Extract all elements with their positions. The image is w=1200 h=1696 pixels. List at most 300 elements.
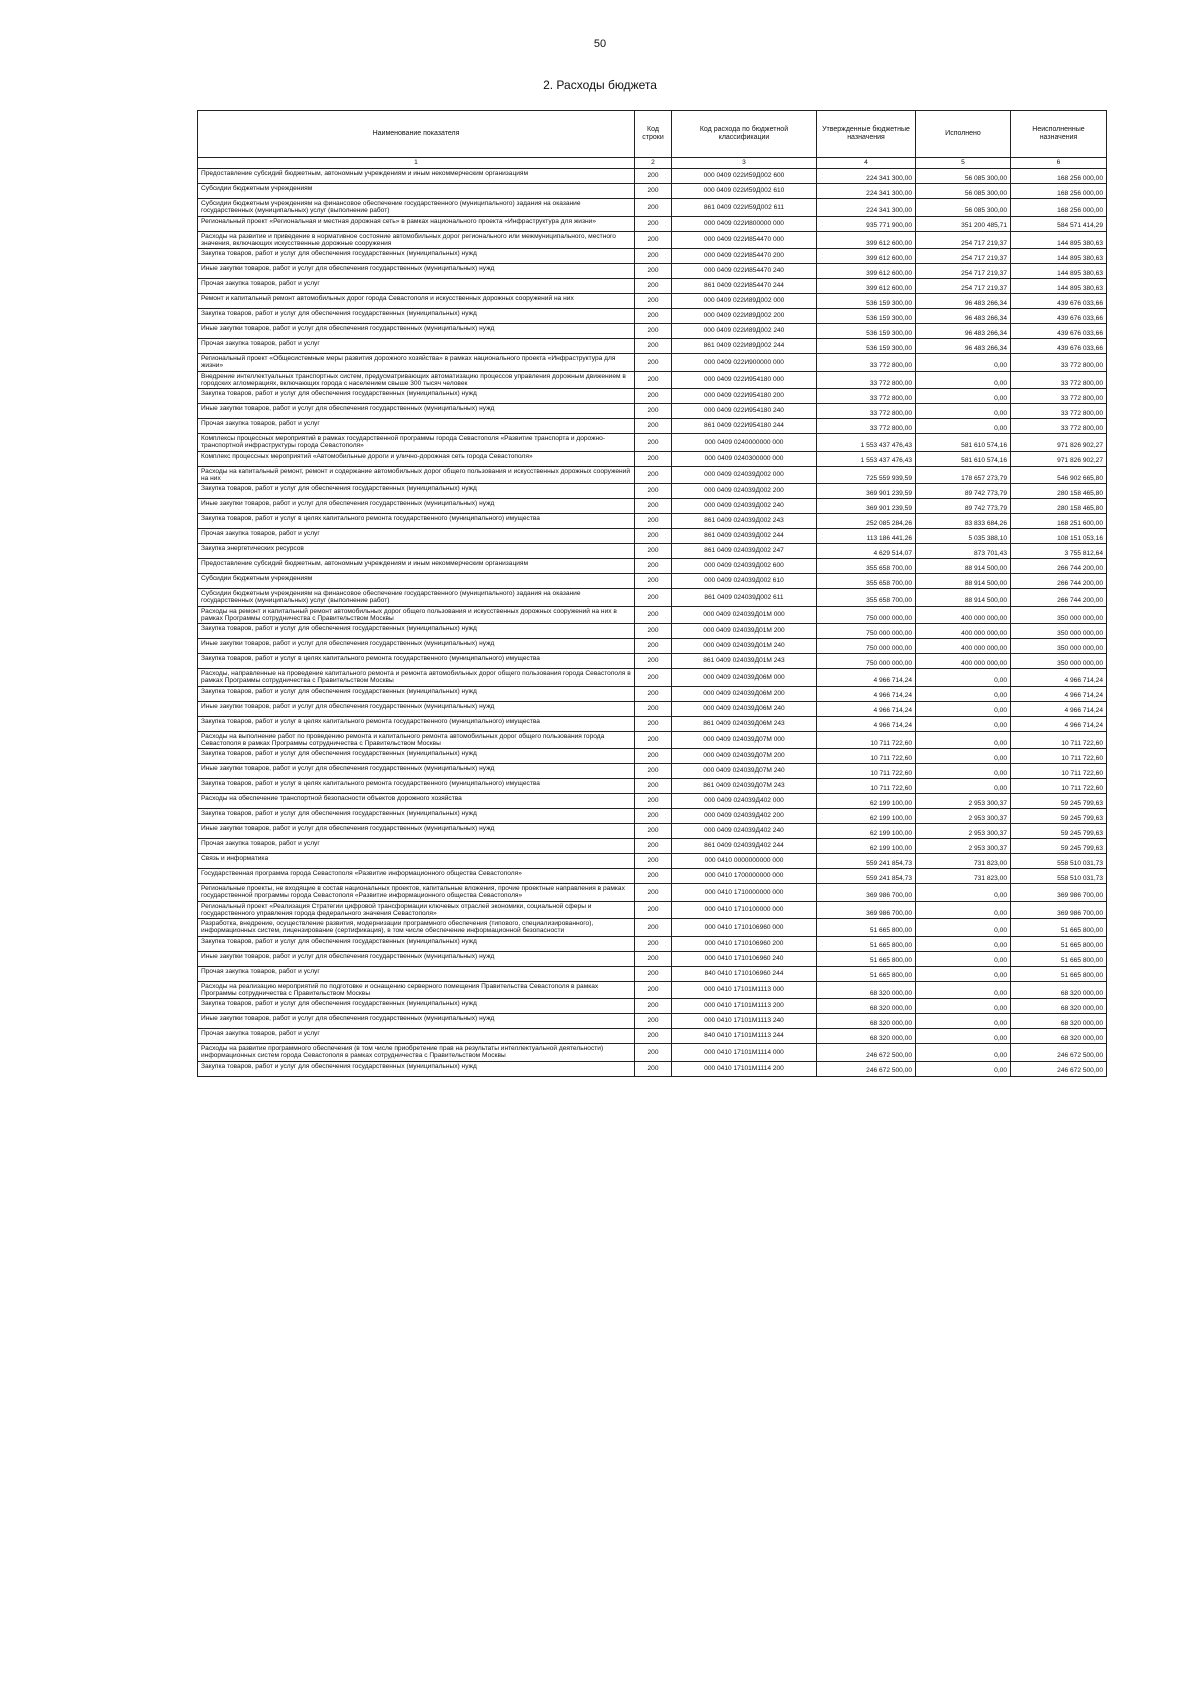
row-expense-code: 000 0410 17101М1113 000 [672,981,817,999]
table-row [198,1014,1107,1029]
row-name: Региональные проекты, не входящие в состав национальных проектов, капитальные вложения, прочие проектные направления в рамках государственной программы города Севастополя «Развитие информационного общества Севастополя» [198,884,635,902]
row-line-code: 200 [635,389,672,404]
row-name: Иные закупки товаров, работ и услуг для обеспечения государственных (муниципальных) нужд [198,639,635,654]
row-name: Закупка товаров, работ и услуг в целях капитального ремонта государственного (муниципального) имущества [198,716,635,731]
row-expense-code: 000 0409 024039Д002 200 [672,484,817,499]
table-row [198,749,1107,764]
row-executed-amount: 56 085 300,00 [916,184,1011,199]
row-unexecuted-amount: 68 320 000,00 [1011,981,1107,999]
row-approved-amount: 10 711 722,60 [817,731,916,749]
row-name: Государственная программа города Севастополя «Развитие информационного общества Севастополя» [198,869,635,884]
row-name: Закупка товаров, работ и услуг для обеспечения государственных (муниципальных) нужд [198,624,635,639]
row-executed-amount: 731 823,00 [916,869,1011,884]
row-approved-amount: 62 199 100,00 [817,794,916,809]
row-approved-amount: 33 772 800,00 [817,404,916,419]
row-expense-code: 000 0409 022И89Д002 200 [672,309,817,324]
row-unexecuted-amount: 971 826 902,27 [1011,451,1107,466]
table-row [198,936,1107,951]
row-line-code: 200 [635,354,672,372]
row-executed-amount: 88 914 500,00 [916,574,1011,589]
row-executed-amount: 0,00 [916,419,1011,434]
row-unexecuted-amount: 59 245 799,63 [1011,809,1107,824]
table-row [198,184,1107,199]
row-name: Внедрение интеллектуальных транспортных систем, предусматривающих автоматизацию процессов управления дорожным движением в городских агломерациях, включающих города с населением свыше 300 тысяч человек [198,371,635,389]
row-unexecuted-amount: 350 000 000,00 [1011,606,1107,624]
row-expense-code: 000 0409 022И954180 200 [672,389,817,404]
row-expense-code: 000 0410 0000000000 000 [672,854,817,869]
row-expense-code: 000 0409 024039Д002 600 [672,559,817,574]
header-approved: Утвержденные бюджетные назначения [817,111,916,158]
table-row [198,264,1107,279]
row-unexecuted-amount: 10 711 722,60 [1011,749,1107,764]
row-name: Закупка товаров, работ и услуг для обеспечения государственных (муниципальных) нужд [198,389,635,404]
row-executed-amount: 0,00 [916,1014,1011,1029]
row-approved-amount: 355 658 700,00 [817,559,916,574]
row-unexecuted-amount: 33 772 800,00 [1011,389,1107,404]
table-row [198,701,1107,716]
row-unexecuted-amount: 33 772 800,00 [1011,404,1107,419]
row-name: Закупка товаров, работ и услуг для обеспечения государственных (муниципальных) нужд [198,249,635,264]
row-name: Закупка энергетических ресурсов [198,544,635,559]
row-executed-amount: 56 085 300,00 [916,169,1011,184]
row-line-code: 200 [635,514,672,529]
row-line-code: 200 [635,371,672,389]
row-unexecuted-amount: 10 711 722,60 [1011,764,1107,779]
row-expense-code: 000 0410 1710106960 240 [672,951,817,966]
row-executed-amount: 83 833 684,26 [916,514,1011,529]
row-executed-amount: 89 742 773,79 [916,499,1011,514]
row-unexecuted-amount: 33 772 800,00 [1011,371,1107,389]
row-expense-code: 861 0409 024039Д002 244 [672,529,817,544]
row-expense-code: 000 0409 024039Д07М 240 [672,764,817,779]
row-line-code: 200 [635,854,672,869]
row-line-code: 200 [635,654,672,669]
row-executed-amount: 0,00 [916,901,1011,919]
row-unexecuted-amount: 10 711 722,60 [1011,779,1107,794]
row-unexecuted-amount: 168 256 000,00 [1011,184,1107,199]
row-name: Иные закупки товаров, работ и услуг для обеспечения государственных (муниципальных) нужд [198,824,635,839]
row-line-code: 200 [635,309,672,324]
row-executed-amount: 0,00 [916,779,1011,794]
table-row [198,779,1107,794]
table-body [198,169,1107,1077]
row-executed-amount: 400 000 000,00 [916,606,1011,624]
row-unexecuted-amount: 246 672 500,00 [1011,1061,1107,1076]
table-header-row [198,111,1107,158]
row-approved-amount: 68 320 000,00 [817,1014,916,1029]
row-line-code: 200 [635,559,672,574]
table-row [198,574,1107,589]
row-executed-amount: 254 717 219,37 [916,231,1011,249]
row-unexecuted-amount: 246 672 500,00 [1011,1044,1107,1062]
row-line-code: 200 [635,404,672,419]
row-unexecuted-amount: 558 510 031,73 [1011,854,1107,869]
row-approved-amount: 399 612 600,00 [817,231,916,249]
row-unexecuted-amount: 51 665 800,00 [1011,936,1107,951]
row-approved-amount: 51 665 800,00 [817,966,916,981]
table-row [198,279,1107,294]
table-row [198,624,1107,639]
row-unexecuted-amount: 68 320 000,00 [1011,1029,1107,1044]
row-name: Прочая закупка товаров, работ и услуг [198,419,635,434]
row-approved-amount: 536 159 300,00 [817,309,916,324]
row-executed-amount: 0,00 [916,1044,1011,1062]
row-approved-amount: 536 159 300,00 [817,294,916,309]
row-executed-amount: 178 657 273,79 [916,466,1011,484]
row-executed-amount: 0,00 [916,764,1011,779]
row-unexecuted-amount: 144 895 380,63 [1011,231,1107,249]
table-row [198,559,1107,574]
row-line-code: 200 [635,484,672,499]
row-executed-amount: 0,00 [916,404,1011,419]
row-approved-amount: 62 199 100,00 [817,824,916,839]
row-approved-amount: 51 665 800,00 [817,951,916,966]
table-row [198,354,1107,372]
row-expense-code: 861 0409 022И854470 244 [672,279,817,294]
row-unexecuted-amount: 59 245 799,63 [1011,794,1107,809]
row-approved-amount: 4 966 714,24 [817,701,916,716]
row-expense-code: 000 0409 024039Д002 240 [672,499,817,514]
row-name: Субсидии бюджетным учреждениям на финансовое обеспечение государственного (муниципального) задания на оказание государственных (муниципальных) услуг (выполнение работ) [198,589,635,607]
table-row [198,869,1107,884]
row-executed-amount: 0,00 [916,669,1011,687]
row-unexecuted-amount: 266 744 200,00 [1011,559,1107,574]
row-name: Иные закупки товаров, работ и услуг для обеспечения государственных (муниципальных) нужд [198,324,635,339]
row-unexecuted-amount: 266 744 200,00 [1011,589,1107,607]
row-line-code: 200 [635,901,672,919]
row-unexecuted-amount: 108 151 053,16 [1011,529,1107,544]
row-expense-code: 000 0409 022И900000 000 [672,354,817,372]
row-approved-amount: 4 966 714,24 [817,669,916,687]
row-line-code: 200 [635,294,672,309]
row-line-code: 200 [635,809,672,824]
row-line-code: 200 [635,669,672,687]
table-row [198,514,1107,529]
row-approved-amount: 750 000 000,00 [817,639,916,654]
table-row [198,451,1107,466]
row-line-code: 200 [635,216,672,231]
row-name: Расходы на развитие и приведение в нормативное состояние автомобильных дорог регионального или межмуниципального, местного значения, включающих искусственные дорожные сооружения [198,231,635,249]
row-approved-amount: 369 986 700,00 [817,901,916,919]
row-approved-amount: 355 658 700,00 [817,574,916,589]
row-approved-amount: 51 665 800,00 [817,936,916,951]
row-unexecuted-amount: 10 711 722,60 [1011,731,1107,749]
row-executed-amount: 88 914 500,00 [916,589,1011,607]
row-line-code: 200 [635,451,672,466]
row-line-code: 200 [635,716,672,731]
row-expense-code: 000 0409 024039Д002 000 [672,466,817,484]
row-approved-amount: 33 772 800,00 [817,354,916,372]
row-unexecuted-amount: 51 665 800,00 [1011,919,1107,937]
row-unexecuted-amount: 144 895 380,63 [1011,279,1107,294]
row-approved-amount: 536 159 300,00 [817,324,916,339]
row-executed-amount: 2 953 300,37 [916,824,1011,839]
row-name: Расходы на ремонт и капитальный ремонт автомобильных дорог общего пользования и искусственных дорожных сооружений на них в рамках Программы сотрудничества с Правительством Москвы [198,606,635,624]
row-line-code: 200 [635,981,672,999]
table-row [198,809,1107,824]
row-unexecuted-amount: 33 772 800,00 [1011,354,1107,372]
row-line-code: 200 [635,589,672,607]
row-line-code: 200 [635,466,672,484]
table-row [198,824,1107,839]
row-expense-code: 861 0409 022И954180 244 [672,419,817,434]
row-executed-amount: 0,00 [916,749,1011,764]
row-expense-code: 861 0409 022И59Д002 611 [672,199,817,217]
row-executed-amount: 731 823,00 [916,854,1011,869]
table-row [198,731,1107,749]
row-approved-amount: 725 559 939,59 [817,466,916,484]
row-executed-amount: 89 742 773,79 [916,484,1011,499]
row-unexecuted-amount: 439 676 033,66 [1011,324,1107,339]
row-line-code: 200 [635,264,672,279]
row-name: Предоставление субсидий бюджетным, автономным учреждениям и иным некоммерческим организациям [198,559,635,574]
table-row [198,854,1107,869]
row-executed-amount: 96 483 266,34 [916,294,1011,309]
row-executed-amount: 0,00 [916,716,1011,731]
row-unexecuted-amount: 439 676 033,66 [1011,339,1107,354]
row-approved-amount: 10 711 722,60 [817,764,916,779]
table-row [198,686,1107,701]
row-expense-code: 000 0409 022И954180 240 [672,404,817,419]
row-approved-amount: 750 000 000,00 [817,606,916,624]
row-line-code: 200 [635,249,672,264]
row-unexecuted-amount: 971 826 902,27 [1011,434,1107,452]
row-unexecuted-amount: 3 755 812,64 [1011,544,1107,559]
row-name: Закупка товаров, работ и услуг в целях капитального ремонта государственного (муниципального) имущества [198,514,635,529]
table-row [198,966,1107,981]
row-approved-amount: 355 658 700,00 [817,589,916,607]
table-row [198,169,1107,184]
row-unexecuted-amount: 369 986 700,00 [1011,884,1107,902]
row-line-code: 200 [635,419,672,434]
row-expense-code: 000 0410 1710000000 000 [672,884,817,902]
row-line-code: 200 [635,199,672,217]
row-name: Субсидии бюджетным учреждениям [198,574,635,589]
row-approved-amount: 399 612 600,00 [817,279,916,294]
row-line-code: 200 [635,824,672,839]
row-expense-code: 000 0409 022И800000 000 [672,216,817,231]
row-executed-amount: 0,00 [916,981,1011,999]
row-name: Иные закупки товаров, работ и услуг для обеспечения государственных (муниципальных) нужд [198,764,635,779]
row-expense-code: 861 0409 024039Д002 243 [672,514,817,529]
row-name: Закупка товаров, работ и услуг для обеспечения государственных (муниципальных) нужд [198,809,635,824]
row-name: Предоставление субсидий бюджетным, автономным учреждениям и иным некоммерческим организациям [198,169,635,184]
row-approved-amount: 252 085 284,26 [817,514,916,529]
row-line-code: 200 [635,749,672,764]
row-approved-amount: 935 771 900,00 [817,216,916,231]
table-row [198,419,1107,434]
row-approved-amount: 369 901 239,59 [817,484,916,499]
row-expense-code: 000 0409 024039Д06М 240 [672,701,817,716]
page-title: 2. Расходы бюджета [543,78,657,92]
row-line-code: 200 [635,869,672,884]
row-unexecuted-amount: 168 256 000,00 [1011,169,1107,184]
table-row [198,606,1107,624]
row-expense-code: 861 0409 022И89Д002 244 [672,339,817,354]
table-row [198,654,1107,669]
row-unexecuted-amount: 68 320 000,00 [1011,999,1107,1014]
row-expense-code: 840 0410 17101М1113 244 [672,1029,817,1044]
row-unexecuted-amount: 59 245 799,63 [1011,839,1107,854]
row-expense-code: 000 0409 024039Д01М 000 [672,606,817,624]
row-line-code: 200 [635,919,672,937]
row-executed-amount: 0,00 [916,731,1011,749]
row-line-code: 200 [635,339,672,354]
row-unexecuted-amount: 4 966 714,24 [1011,716,1107,731]
row-line-code: 200 [635,999,672,1014]
row-line-code: 200 [635,884,672,902]
row-expense-code: 861 0409 024039Д402 244 [672,839,817,854]
row-name: Иные закупки товаров, работ и услуг для обеспечения государственных (муниципальных) нужд [198,951,635,966]
row-approved-amount: 224 341 300,00 [817,184,916,199]
row-executed-amount: 0,00 [916,389,1011,404]
row-approved-amount: 750 000 000,00 [817,624,916,639]
row-name: Иные закупки товаров, работ и услуг для обеспечения государственных (муниципальных) нужд [198,499,635,514]
row-executed-amount: 0,00 [916,686,1011,701]
row-name: Иные закупки товаров, работ и услуг для обеспечения государственных (муниципальных) нужд [198,701,635,716]
row-expense-code: 000 0409 022И854470 200 [672,249,817,264]
row-name: Прочая закупка товаров, работ и услуг [198,279,635,294]
row-line-code: 200 [635,764,672,779]
row-name: Прочая закупка товаров, работ и услуг [198,339,635,354]
row-unexecuted-amount: 558 510 031,73 [1011,869,1107,884]
row-expense-code: 861 0409 024039Д002 611 [672,589,817,607]
row-unexecuted-amount: 350 000 000,00 [1011,639,1107,654]
row-line-code: 200 [635,1061,672,1076]
row-expense-code: 000 0409 022И59Д002 600 [672,169,817,184]
row-expense-code: 000 0409 022И954180 000 [672,371,817,389]
row-name: Закупка товаров, работ и услуг для обеспечения государственных (муниципальных) нужд [198,686,635,701]
row-executed-amount: 254 717 219,37 [916,264,1011,279]
table-row [198,309,1107,324]
row-executed-amount: 0,00 [916,371,1011,389]
row-unexecuted-amount: 168 251 600,00 [1011,514,1107,529]
row-unexecuted-amount: 68 320 000,00 [1011,1014,1107,1029]
row-line-code: 200 [635,1029,672,1044]
row-expense-code: 000 0409 024039Д402 240 [672,824,817,839]
row-name: Комплексы процессных мероприятий в рамках государственной программы города Севастополя «Развитие транспорта и дорожно-транспортной инфраструктуры города Севастополя» [198,434,635,452]
row-line-code: 200 [635,606,672,624]
row-name: Закупка товаров, работ и услуг для обеспечения государственных (муниципальных) нужд [198,936,635,951]
row-expense-code: 000 0409 024039Д06М 000 [672,669,817,687]
row-approved-amount: 369 986 700,00 [817,884,916,902]
table-row [198,1029,1107,1044]
row-expense-code: 000 0409 024039Д01М 200 [672,624,817,639]
row-line-code: 200 [635,701,672,716]
row-executed-amount: 5 035 388,10 [916,529,1011,544]
row-line-code: 200 [635,624,672,639]
row-expense-code: 000 0409 022И59Д002 610 [672,184,817,199]
row-expense-code: 000 0409 022И89Д002 000 [672,294,817,309]
table-row [198,669,1107,687]
row-name: Региональный проект «Общесистемные меры развития дорожного хозяйства» в рамках национального проекта «Инфраструктура для жизни» [198,354,635,372]
row-line-code: 200 [635,731,672,749]
row-line-code: 200 [635,779,672,794]
table-row [198,231,1107,249]
row-expense-code: 000 0410 17101М1113 200 [672,999,817,1014]
table-row [198,901,1107,919]
row-approved-amount: 536 159 300,00 [817,339,916,354]
row-approved-amount: 113 186 441,26 [817,529,916,544]
table-row [198,839,1107,854]
row-expense-code: 000 0410 1700000000 000 [672,869,817,884]
table-row [198,499,1107,514]
table-row [198,199,1107,217]
row-line-code: 200 [635,544,672,559]
row-line-code: 200 [635,324,672,339]
row-approved-amount: 4 966 714,24 [817,686,916,701]
row-executed-amount: 0,00 [916,966,1011,981]
row-line-code: 200 [635,434,672,452]
row-approved-amount: 1 553 437 476,43 [817,434,916,452]
row-line-code: 200 [635,951,672,966]
row-name: Закупка товаров, работ и услуг для обеспечения государственных (муниципальных) нужд [198,1061,635,1076]
header-executed: Исполнено [916,111,1011,158]
table-row [198,794,1107,809]
table-row [198,294,1107,309]
row-executed-amount: 0,00 [916,951,1011,966]
row-expense-code: 000 0410 17101М1113 240 [672,1014,817,1029]
row-approved-amount: 68 320 000,00 [817,999,916,1014]
row-line-code: 200 [635,1014,672,1029]
row-approved-amount: 62 199 100,00 [817,809,916,824]
row-approved-amount: 62 199 100,00 [817,839,916,854]
row-line-code: 200 [635,794,672,809]
table-row [198,981,1107,999]
row-name: Иные закупки товаров, работ и услуг для обеспечения государственных (муниципальных) нужд [198,1014,635,1029]
table-row [198,466,1107,484]
table-row [198,434,1107,452]
row-executed-amount: 581 610 574,16 [916,434,1011,452]
column-number: 4 [817,158,916,169]
row-expense-code: 000 0409 024039Д07М 000 [672,731,817,749]
row-executed-amount: 873 701,43 [916,544,1011,559]
row-unexecuted-amount: 4 966 714,24 [1011,669,1107,687]
row-name: Прочая закупка товаров, работ и услуг [198,529,635,544]
table-row [198,544,1107,559]
row-executed-amount: 96 483 266,34 [916,309,1011,324]
row-approved-amount: 33 772 800,00 [817,371,916,389]
row-executed-amount: 0,00 [916,701,1011,716]
header-unexecuted: Неисполненные назначения [1011,111,1107,158]
row-approved-amount: 10 711 722,60 [817,749,916,764]
row-line-code: 200 [635,574,672,589]
column-number: 5 [916,158,1011,169]
table-row [198,529,1107,544]
column-number-row [198,158,1107,169]
row-executed-amount: 400 000 000,00 [916,639,1011,654]
row-executed-amount: 0,00 [916,936,1011,951]
row-expense-code: 000 0409 024039Д002 610 [672,574,817,589]
row-approved-amount: 4 966 714,24 [817,716,916,731]
column-number: 6 [1011,158,1107,169]
row-name: Субсидии бюджетным учреждениям на финансовое обеспечение государственного (муниципального) задания на оказание государственных (муниципальных) услуг (выполнение работ) [198,199,635,217]
row-executed-amount: 254 717 219,37 [916,249,1011,264]
row-executed-amount: 96 483 266,34 [916,324,1011,339]
table-row [198,1044,1107,1062]
row-expense-code: 861 0409 024039Д06М 243 [672,716,817,731]
row-line-code: 200 [635,529,672,544]
table-row [198,884,1107,902]
table-row [198,919,1107,937]
row-expense-code: 840 0410 1710106960 244 [672,966,817,981]
row-unexecuted-amount: 168 256 000,00 [1011,199,1107,217]
row-executed-amount: 0,00 [916,884,1011,902]
row-unexecuted-amount: 4 966 714,24 [1011,686,1107,701]
row-executed-amount: 581 610 574,16 [916,451,1011,466]
row-name: Прочая закупка товаров, работ и услуг [198,1029,635,1044]
column-number: 3 [672,158,817,169]
